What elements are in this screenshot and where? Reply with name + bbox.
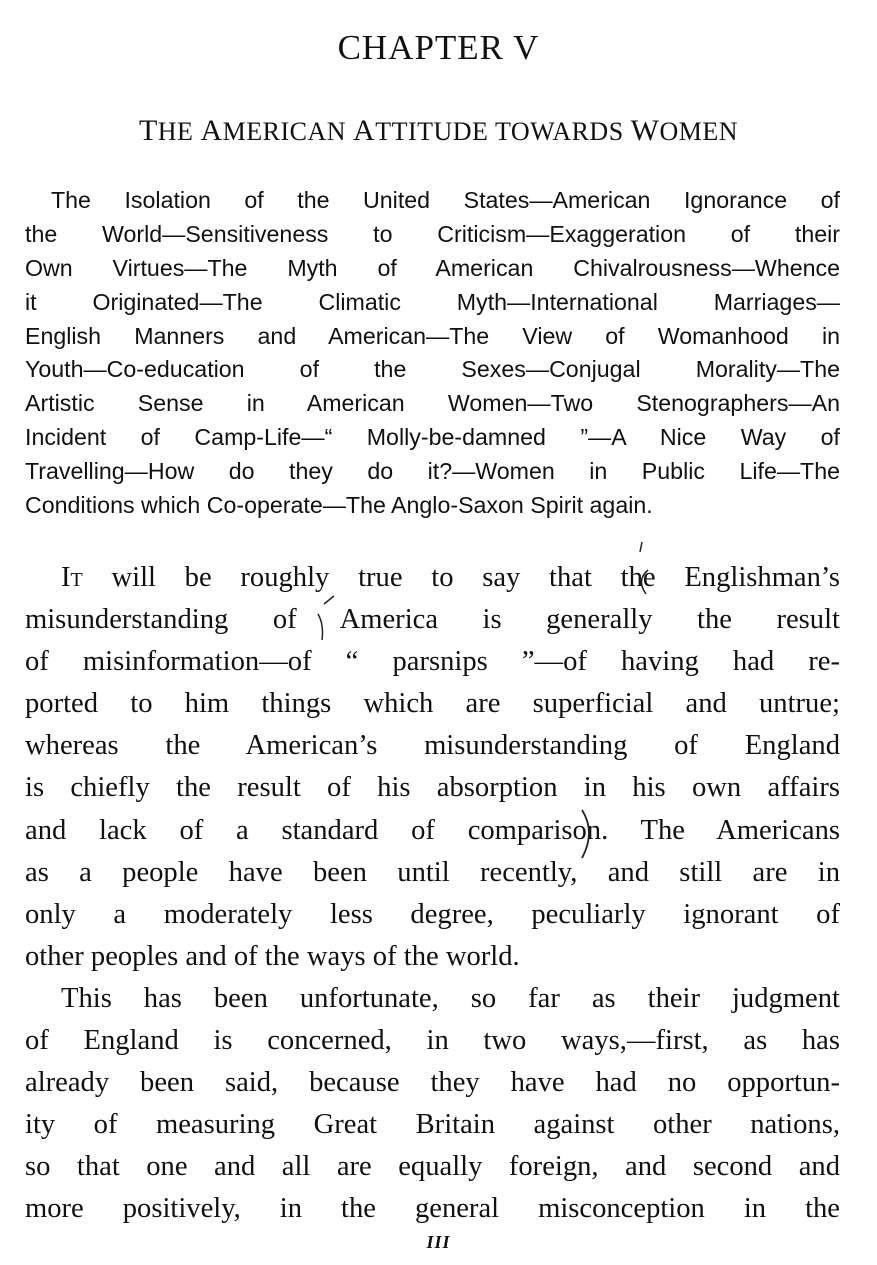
synopsis-line: The Isolation of the United States—American Ignorance of bbox=[51, 187, 840, 213]
title-word: WOMEN bbox=[630, 114, 739, 147]
synopsis-line: it Originated—The Climatic Myth—International Marriages— bbox=[25, 288, 840, 315]
body-line: and lack of a standard of comparison. The Americans bbox=[25, 814, 840, 846]
body-line: as a people have been until recently, and still are in bbox=[25, 856, 840, 888]
body-line: ity of measuring Great Britain against other nations, bbox=[25, 1109, 840, 1141]
body-line: This has been unfortunate, so far as their judgment bbox=[61, 982, 840, 1014]
body-text bbox=[25, 557, 840, 1231]
body-line: misunderstanding of America is generally the result bbox=[25, 604, 840, 636]
body-line: only a moderately less degree, peculiarly ignorant of bbox=[25, 898, 840, 930]
synopsis-line: Own Virtues—The Myth of American Chivalrousness—Whence bbox=[25, 254, 840, 281]
synopsis-line: Youth—Co-education of the Sexes—Conjugal Morality—The bbox=[25, 356, 840, 383]
title-word: THE bbox=[138, 114, 194, 147]
body-line: ported to him things which are superficial and untrue; bbox=[25, 688, 840, 720]
synopsis-line: Artistic Sense in American Women—Two Stenographers—An bbox=[25, 390, 840, 417]
title-word: AMERICAN bbox=[200, 114, 347, 147]
title-word: ATTITUDE bbox=[353, 114, 489, 147]
body-line: It will be roughly true to say that the Englishman’s bbox=[61, 562, 840, 593]
body-line: of England is concerned, in two ways,—first, as has bbox=[25, 1025, 840, 1057]
chapter-synopsis bbox=[25, 184, 840, 523]
synopsis-line: English Manners and American—The View of Womanhood in bbox=[25, 322, 840, 349]
opening-small-caps: It bbox=[61, 562, 83, 593]
synopsis-line: Travelling—How do they do it?—Women in Public Life—The bbox=[25, 458, 840, 485]
page-number: III bbox=[426, 1232, 451, 1252]
title-word: TOWARDS bbox=[494, 117, 624, 146]
body-line: already been said, because they have had no opportun- bbox=[25, 1067, 840, 1099]
body-line: whereas the American’s misunderstanding of England bbox=[25, 730, 840, 762]
chapter-title bbox=[0, 114, 877, 148]
body-line: is chiefly the result of his absorption in his own affairs bbox=[25, 772, 840, 804]
body-line: so that one and all are equally foreign, and second and bbox=[25, 1151, 840, 1183]
synopsis-line: Incident of Camp-Life—“ Molly-be-damned ”—A Nice Way of bbox=[25, 424, 840, 451]
chapter-heading: CHAPTER V bbox=[337, 28, 540, 67]
body-line: more positively, in the general misconception in the bbox=[25, 1193, 840, 1225]
synopsis-line: Conditions which Co-operate—The Anglo-Saxon Spirit again. bbox=[25, 492, 653, 519]
body-line: of misinformation—of “ parsnips ”—of having had re- bbox=[25, 646, 840, 678]
synopsis-line: the World—Sensitiveness to Criticism—Exaggeration of their bbox=[25, 220, 840, 247]
body-line: other peoples and of the ways of the world. bbox=[25, 940, 520, 972]
